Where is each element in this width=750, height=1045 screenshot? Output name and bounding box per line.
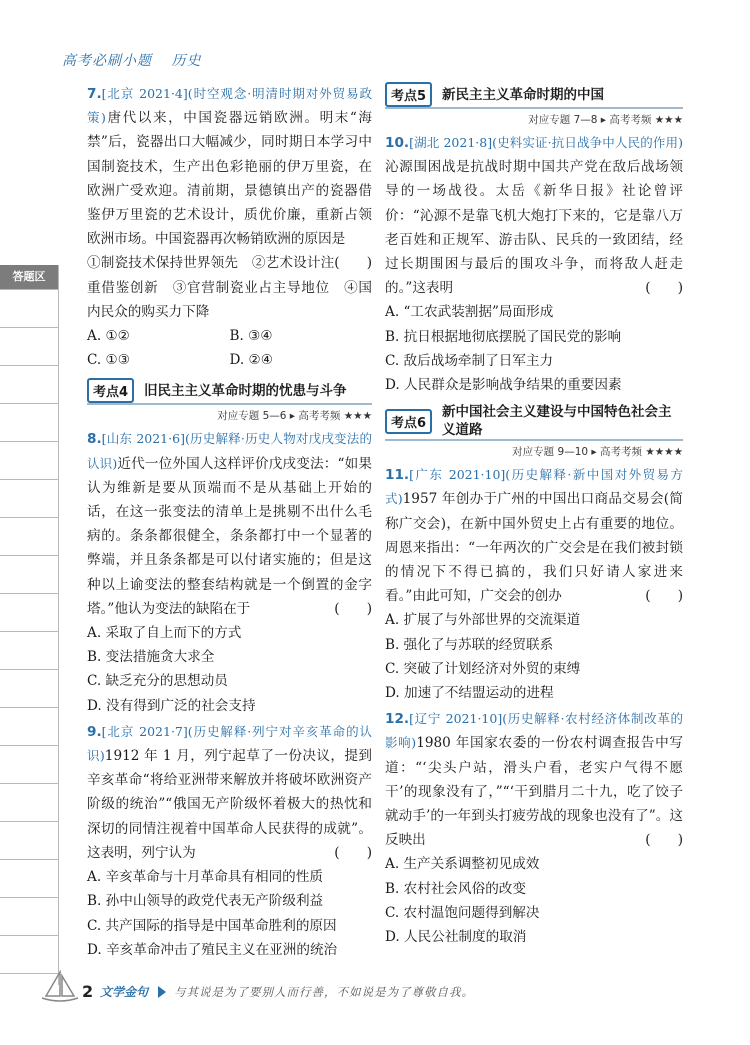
- option-a: A. “工农武装割据”局面形成: [385, 304, 554, 321]
- question-10: [385, 131, 683, 300]
- question-9: [87, 720, 372, 865]
- question-number: 11.: [385, 467, 410, 484]
- question-11: [385, 463, 683, 608]
- question-number: 12.: [385, 711, 410, 728]
- question-stem: 沁源围困战是抗战时期中国共产党在敌后战场领导的一场战役。太岳《新华日报》社论曾评价：“沁源不是靠飞机大炮打下来的，它是靠八万老百姓和正规军、游击队、民兵的一致团结，经过长期围困与最后的围攻斗争，而将敌人赶走的。”这表明: [385, 159, 683, 297]
- question-stem: 1957 年创办于广州的中国出口商品交易会(简称广交会)，在新中国外贸史上占有重要的地位。周恩来指出：“一年两次的广交会是在我们被封锁的情况下不得已搞的，我们只好请人家进来看。”由此可知，广交会的创办: [385, 491, 683, 605]
- knowledge-point-ref: 对应专题 5—6 ▸ 高考考频 ★★★: [217, 410, 372, 423]
- question-number: 9.: [87, 723, 102, 740]
- question-stem: 1912 年 1 月，列宁起草了一份决议，提到辛亥革命“将给亚洲带来解放并将破坏欧洲资产阶级的统治”“俄国无产阶级怀着极大的热忱和深切的同情注视着中国革命人民获得的成就”。这表明，列宁认为: [87, 748, 372, 861]
- right-column: [385, 82, 683, 949]
- question-source-tag: [山东 2021·6](历史解释·历史人物对戊戌变法的认识): [87, 431, 372, 471]
- subject-title: 历史: [171, 53, 202, 69]
- answer-blank: ( ): [334, 844, 372, 861]
- option-d: D. 辛亥革命冲击了殖民主义在亚洲的统治: [87, 941, 338, 958]
- question-source-tag: [辽宁 2021·10](历史解释·农村经济体制改革的影响): [385, 711, 683, 751]
- knowledge-point-5: [385, 82, 683, 109]
- knowledge-point-tag: 考点6: [385, 409, 432, 434]
- option-b: B. 抗日根据地彻底摆脱了国民党的影响: [385, 328, 622, 345]
- answer-area-tab: 答题区: [0, 265, 58, 289]
- knowledge-point-title: 新民主主义革命时期的中国: [442, 86, 605, 103]
- question-source-tag: [广东 2021·10](历史解释·新中国对外贸易方式): [385, 467, 683, 507]
- arrow-right-icon: [158, 986, 166, 998]
- answer-blank: ( ): [334, 255, 372, 272]
- question-7-statements: ①制瓷技术保持世界领先 ②艺术设计注重借鉴创新 ③官营制瓷业占主导地位 ④国内民众的购买力下降: [87, 255, 372, 320]
- question-7-options: [87, 324, 372, 372]
- knowledge-point-title: 新中国社会主义建设与中国特色社会主义道路: [442, 404, 672, 439]
- option-b: B. 农村社会风俗的改变: [385, 880, 526, 897]
- question-stem: 1980 年国家农委的一份农村调查报告中写道：“‘尖头户站，滑头户看，老实户气得不愿干’的现象没有了，”“‘干到腊月二十九，吃了饺子就动手’的一年到头打疲劳战的现象也没有了”。这反映出: [385, 735, 683, 849]
- answer-blank: ( ): [645, 280, 683, 297]
- answer-blank: ( ): [334, 600, 372, 617]
- knowledge-point-tag: 考点5: [385, 82, 432, 107]
- answer-sidebar: [0, 265, 62, 985]
- question-stem: 唐代以来，中国瓷器远销欧洲。明末“海禁”后，瓷器出口大幅减少，同时期日本学习中国制瓷技术，生产出色彩艳丽的伊万里瓷，在欧洲广受欢迎。清前期，景德镇出产的瓷器借鉴伊万里瓷的艺术设计，质优价廉，重新占领欧洲市场。中国瓷器再次畅销欧洲的原因是: [87, 110, 372, 248]
- knowledge-point-4: [87, 378, 372, 405]
- option-c: C. 农村温饱问题得到解决: [385, 904, 540, 921]
- question-7: [87, 82, 372, 272]
- option-d: D. 人民群众是影响战争结果的重要因素: [385, 377, 622, 394]
- question-source-tag: [北京 2021·4](时空观念·明清时期对外贸易政策): [87, 86, 372, 126]
- sailboat-icon: [40, 970, 80, 1004]
- question-number: 10.: [385, 135, 410, 151]
- option-a: A. ①②: [87, 328, 130, 345]
- running-header: [62, 50, 215, 70]
- option-a: A. 扩展了与外部世界的交流渠道: [385, 612, 581, 629]
- question-source-tag: [湖北 2021·8](史料实证·抗日战争中人民的作用): [409, 135, 683, 150]
- left-column: [87, 82, 372, 962]
- option-c: C. 敌后战场牵制了日军主力: [385, 352, 554, 369]
- option-d: D. 加速了不结盟运动的进程: [385, 685, 554, 702]
- question-12: [385, 707, 683, 852]
- page-number: 2: [82, 982, 94, 1001]
- answer-blank: ( ): [645, 588, 683, 605]
- option-a: A. 采取了自上而下的方式: [87, 625, 242, 642]
- option-b: B. ③④: [229, 328, 273, 345]
- option-a: A. 辛亥革命与十月革命具有相同的性质: [87, 869, 323, 886]
- answer-blank: ( ): [645, 832, 683, 849]
- option-c: C. 缺乏充分的思想动员: [87, 673, 228, 690]
- option-a: A. 生产关系调整初见成效: [385, 856, 540, 873]
- option-b: B. 孙中山领导的政党代表无产阶级利益: [87, 893, 324, 910]
- option-d: D. 人民公社制度的取消: [385, 929, 527, 946]
- knowledge-point-tag: 考点4: [87, 378, 134, 403]
- book-title: 高考必刷小题: [62, 53, 152, 69]
- option-c: C. 共产国际的指导是中国革命胜利的原因: [87, 917, 337, 934]
- question-8: [87, 427, 372, 621]
- knowledge-point-title: 旧民主主义革命时期的忧患与斗争: [144, 382, 347, 399]
- question-number: 7.: [87, 86, 102, 102]
- knowledge-point-6: [385, 403, 683, 441]
- option-d: D. 没有得到广泛的社会支持: [87, 697, 256, 714]
- question-source-tag: [北京 2021·7](历史解释·列宁对辛亥革命的认识): [87, 723, 372, 764]
- option-c: C. ①③: [87, 352, 130, 369]
- sidebar-border: [58, 265, 59, 985]
- footer-section-tag: 文学金句: [100, 985, 149, 999]
- knowledge-point-ref: 对应专题 7—8 ▸ 高考考频 ★★★: [528, 114, 683, 126]
- question-stem: 近代一位外国人这样评价戊戌变法：“如果认为维新是要从顶端而不是从基础上开始的话，在这一张变法的清单上是挑剔不出什么毛病的。条条都很健全，条条都打中一个显著的弊端，并且条条都是可以付诸实施的；但是这种以上谕变法的整套结构就是一个倒置的金字塔。”他认为变法的缺陷在于: [87, 455, 372, 617]
- option-c: C. 突破了计划经济对外贸的束缚: [385, 660, 581, 677]
- option-d: D. ②④: [229, 352, 273, 369]
- question-number: 8.: [87, 431, 102, 448]
- option-b: B. 强化了与苏联的经贸联系: [385, 636, 554, 653]
- option-b: B. 变法措施贪大求全: [87, 649, 215, 666]
- footer-quote: 与其说是为了要别人而行善，不如说是为了尊敬自我。: [174, 985, 474, 999]
- knowledge-point-ref: 对应专题 9—10 ▸ 高考考频 ★★★★: [512, 446, 683, 459]
- page-footer: [40, 980, 720, 1004]
